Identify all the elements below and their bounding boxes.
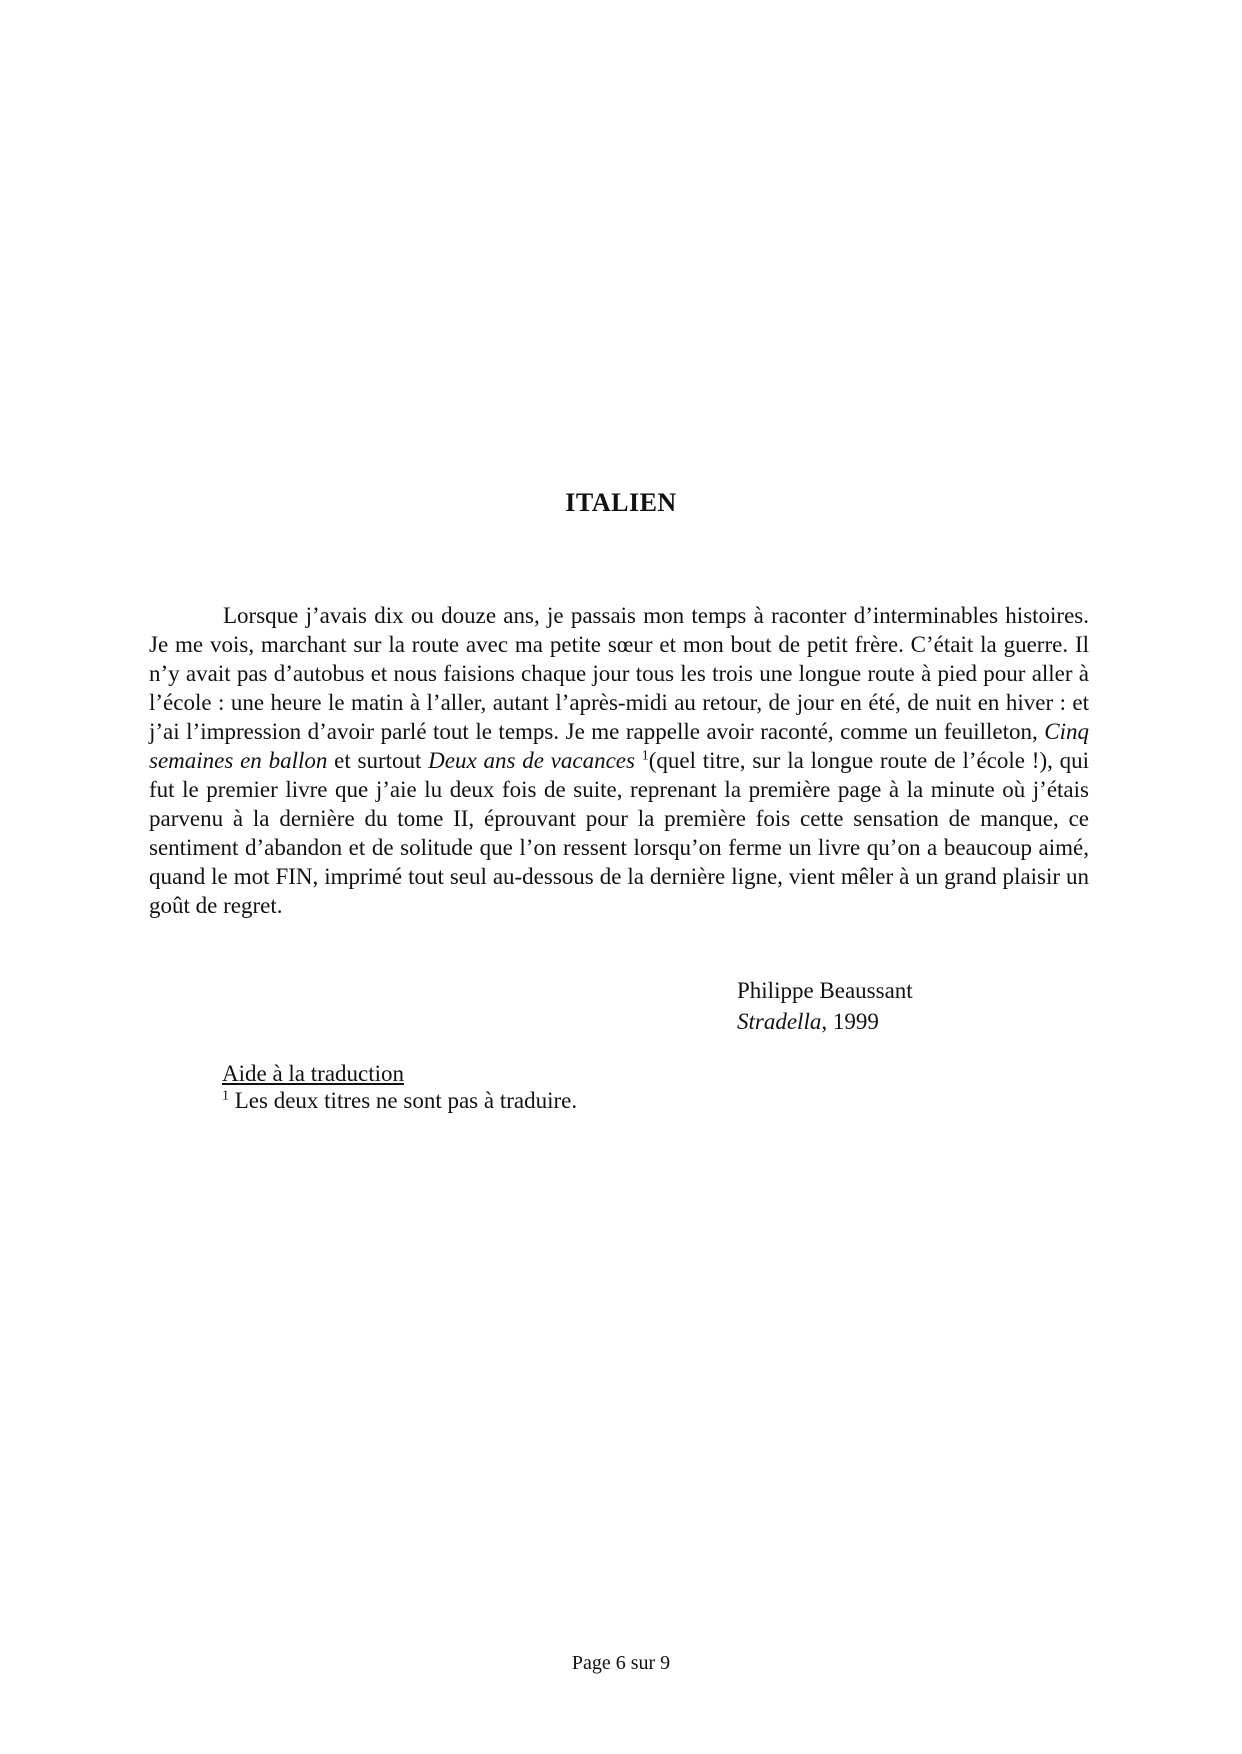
document-title: ITALIEN (565, 488, 677, 517)
source-line (737, 1006, 913, 1037)
translation-aid (222, 1060, 577, 1114)
passage-text-part-1: Lorsque j’avais dix ou douze ans, je passais mon temps à raconter d’interminables histoires. Je me vois, marchant sur la route avec ma petite sœur et mon bout de petit frère. C’était la guerre. Il n’y avait pas d’autobus et nous faisions chaque jour tous les trois une longue route à pied pour aller à l’école : une heure le matin à l’aller, autant l’après-midi au retour, de jour en été, de nuit en hiver : et j’ai l’impression d’avoir parlé tout le temps. Je me rappelle avoir raconté, comme un feuilleton, (149, 603, 1089, 744)
footnote-number: 1 (222, 1088, 229, 1104)
passage-text-part-2: et surtout (327, 748, 429, 773)
translation-aid-heading: Aide à la traduction (222, 1061, 405, 1086)
attribution (737, 975, 913, 1037)
passage-paragraph (149, 601, 1089, 920)
footnote (222, 1087, 577, 1114)
author-name: Philippe Beaussant (737, 978, 913, 1003)
source-work-title: Stradella (737, 1009, 822, 1034)
footnote-text: Les deux titres ne sont pas à traduire. (229, 1088, 578, 1113)
book-title-1: Cinq semaines en ballon (149, 719, 1089, 773)
passage-text-part-3: (quel titre, sur la longue route de l’école !), qui fut le premier livre que j’aie lu deux fois de suite, reprenant la première page à la minute où j’étais parvenu à la dernière du tome II, éprouvant pour la première fois cette sensation de manque, ce sentiment d’abandon et de solitude que l’on ressent lorsqu’on ferme un livre qu’on a beaucoup aimé, quand le mot FIN, imprimé tout seul au-dessous de la dernière ligne, vient mêler à un grand plaisir un goût de regret. (149, 748, 1090, 918)
page-number: Page 6 sur 9 (571, 1652, 671, 1674)
footnote-reference: 1 (641, 748, 649, 764)
book-title-2: Deux ans de vacances (428, 748, 635, 773)
source-year: , 1999 (821, 1009, 879, 1034)
